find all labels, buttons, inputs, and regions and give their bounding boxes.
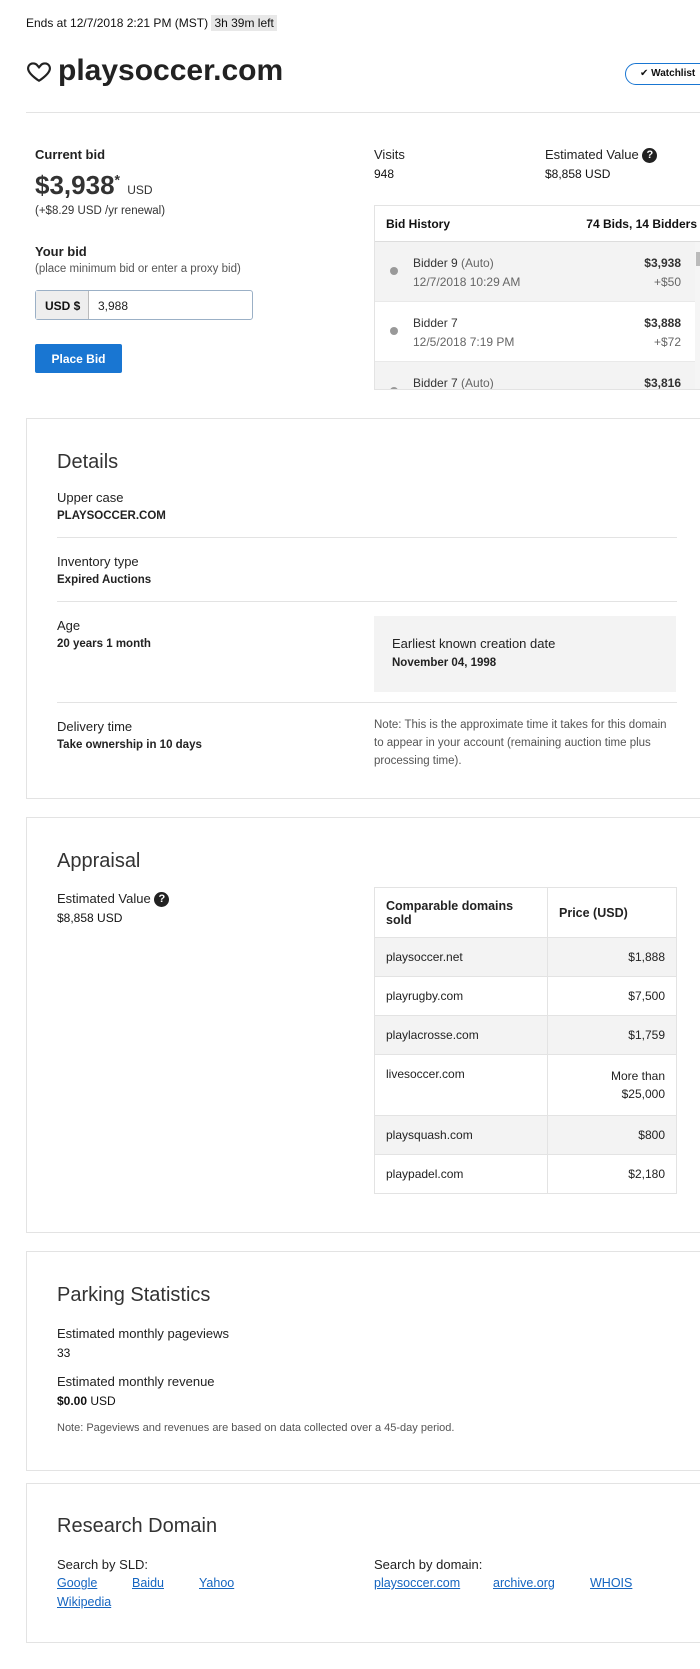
table-header-row — [375, 888, 677, 938]
auction-end-time: Ends at 12/7/2018 2:21 PM (MST) — [26, 16, 209, 30]
currency-prefix: USD $ — [36, 291, 89, 319]
bid-history-row — [375, 242, 700, 302]
visits-label: Visits — [374, 147, 405, 162]
link-google[interactable]: Google — [57, 1576, 98, 1590]
bidder-name — [413, 376, 494, 390]
appraisal-title: Appraisal — [57, 850, 141, 872]
bid-amount: $3,888 — [644, 316, 681, 330]
table-row — [375, 938, 677, 977]
bid-tag: (Auto) — [461, 376, 494, 390]
bid-amount: $3,816 — [644, 376, 681, 390]
comparable-price: $2,180 — [548, 1155, 677, 1194]
search-by-sld-label: Search by SLD: — [57, 1557, 149, 1572]
bid-history-title: Bid History — [386, 217, 451, 231]
pageviews-label: Estimated monthly pageviews — [57, 1326, 229, 1341]
heart-icon[interactable] — [26, 58, 52, 84]
research-title: Research Domain — [57, 1515, 218, 1537]
bidder-label: Bidder 9 — [413, 256, 458, 270]
delivery-time-label: Delivery time — [57, 719, 133, 734]
column-header-price: Price (USD) — [548, 888, 677, 938]
pageviews-value: 33 — [57, 1346, 71, 1360]
link-whois[interactable]: WHOIS — [590, 1576, 633, 1590]
comparable-price: More than $25,000 — [548, 1055, 677, 1116]
bidder-name — [413, 316, 458, 330]
comparable-price: $7,500 — [548, 977, 677, 1016]
creation-date-value: November 04, 1998 — [392, 657, 497, 669]
revenue-currency: USD — [90, 1394, 116, 1408]
place-bid-button[interactable]: Place Bid — [35, 344, 122, 373]
bid-increment: +$50 — [653, 275, 681, 289]
creation-date-box — [374, 616, 676, 692]
visits-value: 948 — [374, 167, 395, 181]
comparable-domain: playsquash.com — [375, 1116, 548, 1155]
search-by-domain-label: Search by domain: — [374, 1557, 483, 1572]
table-row — [375, 1016, 677, 1055]
comparable-domain: playlacrosse.com — [375, 1016, 548, 1055]
watchlist-label: Watchlist — [651, 68, 696, 79]
time-left-badge: 3h 39m left — [211, 15, 276, 31]
column-header-domain: Comparable domains sold — [375, 888, 548, 938]
upper-case-label: Upper case — [57, 490, 124, 505]
help-icon[interactable]: ? — [642, 148, 657, 163]
bid-history-row — [375, 362, 700, 390]
comparable-domain: playrugby.com — [375, 977, 548, 1016]
auction-end-text — [26, 16, 277, 30]
bidder-name — [413, 256, 494, 270]
bidder-label: Bidder 7 — [413, 376, 458, 390]
domain-title — [26, 54, 283, 88]
inventory-type-value: Expired Auctions — [57, 574, 152, 586]
your-bid-label: Your bid — [35, 244, 87, 259]
bid-history-panel — [374, 205, 700, 390]
comparable-domain: playpadel.com — [375, 1155, 548, 1194]
inventory-type-label: Inventory type — [57, 554, 139, 569]
table-row — [375, 1116, 677, 1155]
link-yahoo[interactable]: Yahoo — [199, 1576, 235, 1590]
bid-amount-input[interactable]: 3,988 — [98, 299, 129, 313]
bid-history-summary: 74 Bids, 14 Bidders — [586, 217, 697, 231]
help-icon[interactable]: ? — [154, 892, 169, 907]
table-row — [375, 1155, 677, 1194]
appraisal-estimated-value: $8,858 USD — [57, 911, 123, 925]
check-icon: ✔ — [640, 68, 649, 79]
bid-input-group — [35, 290, 253, 320]
bid-increment: +$72 — [653, 335, 681, 349]
asterisk: * — [114, 171, 120, 188]
age-value: 20 years 1 month — [57, 638, 151, 650]
current-bid-amount — [35, 170, 153, 201]
bid-date: 12/7/2018 10:29 AM — [413, 275, 521, 289]
bid-history-header — [375, 206, 700, 242]
table-row — [375, 977, 677, 1016]
appraisal-estimated-text: Estimated Value — [57, 891, 151, 906]
bidder-dot — [390, 267, 398, 275]
scrollbar-thumb[interactable] — [696, 252, 700, 266]
domain-name: playsoccer.com — [58, 54, 284, 87]
estimated-value-text: Estimated Value — [545, 147, 639, 162]
divider — [57, 537, 677, 538]
estimated-value-value: $8,858 USD — [545, 167, 611, 181]
your-bid-hint: (place minimum bid or enter a proxy bid) — [35, 263, 241, 275]
revenue-amount: $0.00 — [57, 1394, 88, 1408]
comparable-price: $1,888 — [548, 938, 677, 977]
creation-date-label: Earliest known creation date — [392, 636, 556, 651]
divider — [26, 112, 700, 113]
link-domain[interactable]: playsoccer.com — [374, 1576, 461, 1590]
age-label: Age — [57, 618, 81, 633]
comparable-price: $800 — [548, 1116, 677, 1155]
link-archive[interactable]: archive.org — [493, 1576, 555, 1590]
comparable-domains-table — [374, 887, 677, 1194]
current-bid-label: Current bid — [35, 147, 106, 162]
parking-note: Note: Pageviews and revenues are based on data collected over a 45-day period. — [57, 1422, 455, 1434]
table-row — [375, 1055, 677, 1116]
bid-history-row — [375, 302, 700, 362]
renewal-text: (+$8.29 USD /yr renewal) — [35, 205, 166, 217]
upper-case-value: PLAYSOCCER.COM — [57, 510, 166, 522]
bidder-dot — [390, 387, 398, 390]
estimated-value-label — [545, 147, 657, 163]
watchlist-button[interactable] — [625, 63, 700, 85]
revenue-value — [57, 1394, 116, 1408]
divider — [57, 702, 677, 703]
parking-title: Parking Statistics — [57, 1284, 211, 1306]
bid-date: 12/5/2018 7:19 PM — [413, 335, 515, 349]
bidder-label: Bidder 7 — [413, 316, 458, 330]
comparable-price: $1,759 — [548, 1016, 677, 1055]
link-baidu[interactable]: Baidu — [132, 1576, 164, 1590]
revenue-label: Estimated monthly revenue — [57, 1374, 215, 1389]
current-bid-currency: USD — [127, 183, 153, 197]
delivery-time-value: Take ownership in 10 days — [57, 739, 202, 751]
current-bid-value: $3,938 — [35, 170, 115, 200]
divider — [57, 601, 677, 602]
bid-tag: (Auto) — [461, 256, 494, 270]
comparable-domain: playsoccer.net — [375, 938, 548, 977]
link-wikipedia[interactable]: Wikipedia — [57, 1595, 112, 1609]
delivery-note: Note: This is the approximate time it takes for this domain to appear in your account (remaining auction time plus processing time). — [374, 719, 667, 767]
comparable-domain: livesoccer.com — [375, 1055, 548, 1116]
bid-amount: $3,938 — [644, 256, 681, 270]
appraisal-estimated-label — [57, 891, 169, 907]
details-title: Details — [57, 451, 119, 473]
bidder-dot — [390, 327, 398, 335]
